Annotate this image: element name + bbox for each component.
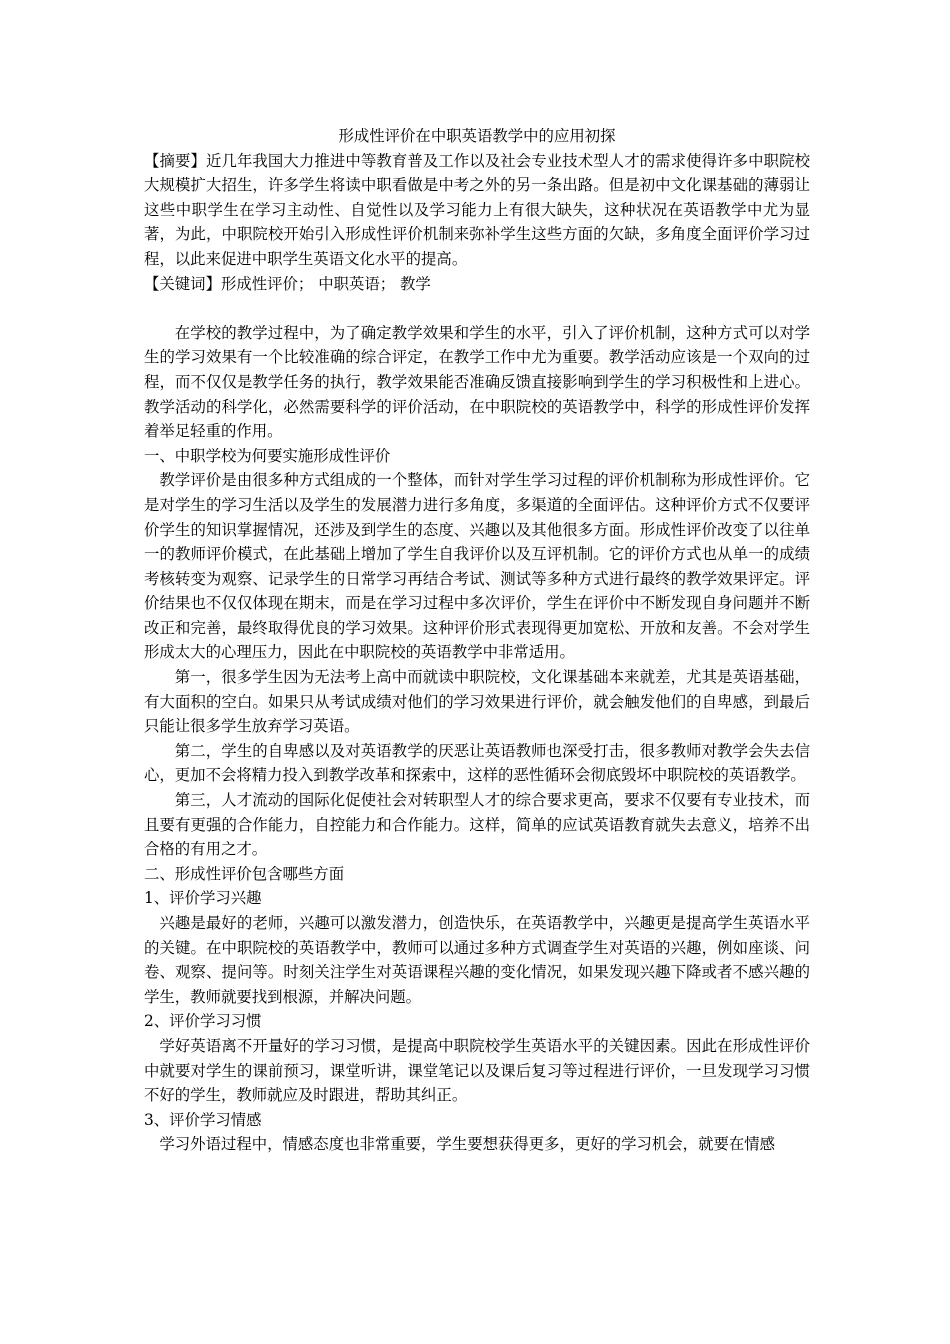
subheading-emotion: 3、评价学习情感 bbox=[144, 1110, 262, 1129]
blank-line bbox=[144, 296, 810, 321]
habits-paragraph: 学好英语离不开量好的学习习惯，是提高中职院校学生英语水平的关键因素。因此在形成性评价中就要对学生的课前预习，课堂听讲，课堂笔记以及课后复习等过程进行评价，一旦发现学习习惯不好的学生，教师就应及时跟进，帮助其纠正。 bbox=[144, 1036, 810, 1105]
subheading-habits: 2、评价学习习惯 bbox=[144, 1012, 262, 1031]
emotion-paragraph: 学习外语过程中，情感态度也非常重要，学生要想获得更多，更好的学习机会，就要在情感 bbox=[159, 1135, 776, 1154]
section1-paragraph-3: 第二，学生的自卑感以及对英语教学的厌恶让英语教师也深受打击，很多教师对教学会失去信心，更加不会将精力投入到教学改革和探索中，这样的恶性循环会彻底毁坏中职院校的英语教学。 bbox=[144, 741, 810, 785]
keywords-line: 【关键词】形成性评价； 中职英语； 教学 bbox=[144, 274, 431, 293]
section1-paragraph-2: 第一，很多学生因为无法考上高中而就读中职院校，文化课基础本来就差，尤其是英语基础，有大面积的空白。如果只从考试成绩对他们的学习效果进行评价，就会触发他们的自卑感，到最后只能让很多学生放弃学习英语。 bbox=[144, 668, 810, 736]
section1-paragraph-4: 第三，人才流动的国际化促使社会对转职型人才的综合要求更高，要求不仅要有专业技术，而且要有更强的合作能力，自控能力和合作能力。这样，简单的应试英语教育就失去意义，培养不出合格的有用之才。 bbox=[144, 791, 810, 859]
document-body bbox=[144, 124, 810, 1157]
section-heading-1: 一、中职学校为何要实施形成性评价 bbox=[144, 446, 391, 465]
section1-paragraph-1: 教学评价是由很多种方式组成的一个整体，而针对学生学习过程的评价机制称为形成性评价。它是对学生的学习生活以及学生的发展潜力进行多角度，多渠道的全面评估。这种评价方式不仅要评价学生的知识掌握情况，还涉及到学生的态度、兴趣以及其他很多方面。形成性评价改变了以往单一的教师评价模式，在此基础上增加了学生自我评价以及互评机制。它的评价方式也从单一的成绩考核转变为观察、记录学生的日常学习再结合考试、测试等多种方式进行最终的教学效果评定。评价结果也不仅仅体现在期末，而是在学习过程中多次评价，学生在评价中不断发现自身问题并不断改正和完善，最终取得优良的学习效果。这种评价形式表现得更加宽松、开放和友善。不会对学生形成太大的心理压力，因此在中职院校的英语教学中非常适用。 bbox=[144, 471, 810, 662]
abstract-paragraph: 【摘要】近几年我国大力推进中等教育普及工作以及社会专业技术型人才的需求使得许多中职院校大规模扩大招生，许多学生将读中职看做是中考之外的另一条出路。但是初中文化课基础的薄弱让这些中职学生在学习主动性、自觉性以及学习能力上有很大缺失，这种状况在英语教学中尤为显著，为此，中职院校开始引入形成性评价机制来弥补学生这些方面的欠缺，多角度全面评价学习过程，以此来促进中职学生英语文化水平的提高。 bbox=[144, 151, 810, 268]
subheading-interest: 1、评价学习兴趣 bbox=[144, 889, 262, 908]
interest-paragraph: 兴趣是最好的老师，兴趣可以激发潜力，创造快乐，在英语教学中，兴趣更是提高学生英语水平的关键。在中职院校的英语教学中，教师可以通过多种方式调查学生对英语的兴趣，例如座谈、问卷、观察、提问等。时刻关注学生对英语课程兴趣的变化情况，如果发现兴趣下降或者不感兴趣的学生，教师就要找到根源，并解决问题。 bbox=[144, 914, 810, 1006]
section-heading-2: 二、形成性评价包含哪些方面 bbox=[144, 864, 345, 883]
document-title: 形成性评价在中职英语教学中的应用初探 bbox=[338, 127, 616, 145]
intro-paragraph: 在学校的教学过程中，为了确定教学效果和学生的水平，引入了评价机制，这种方式可以对学生的学习效果有一个比较准确的综合评定，在教学工作中尤为重要。教学活动应该是一个双向的过程，而不仅仅是教学任务的执行，教学效果能否准确反馈直接影响到学生的学习积极性和上进心。教学活动的科学化，必然需要科学的评价活动，在中职院校的英语教学中，科学的形成性评价发挥着举足轻重的作用。 bbox=[144, 323, 810, 441]
